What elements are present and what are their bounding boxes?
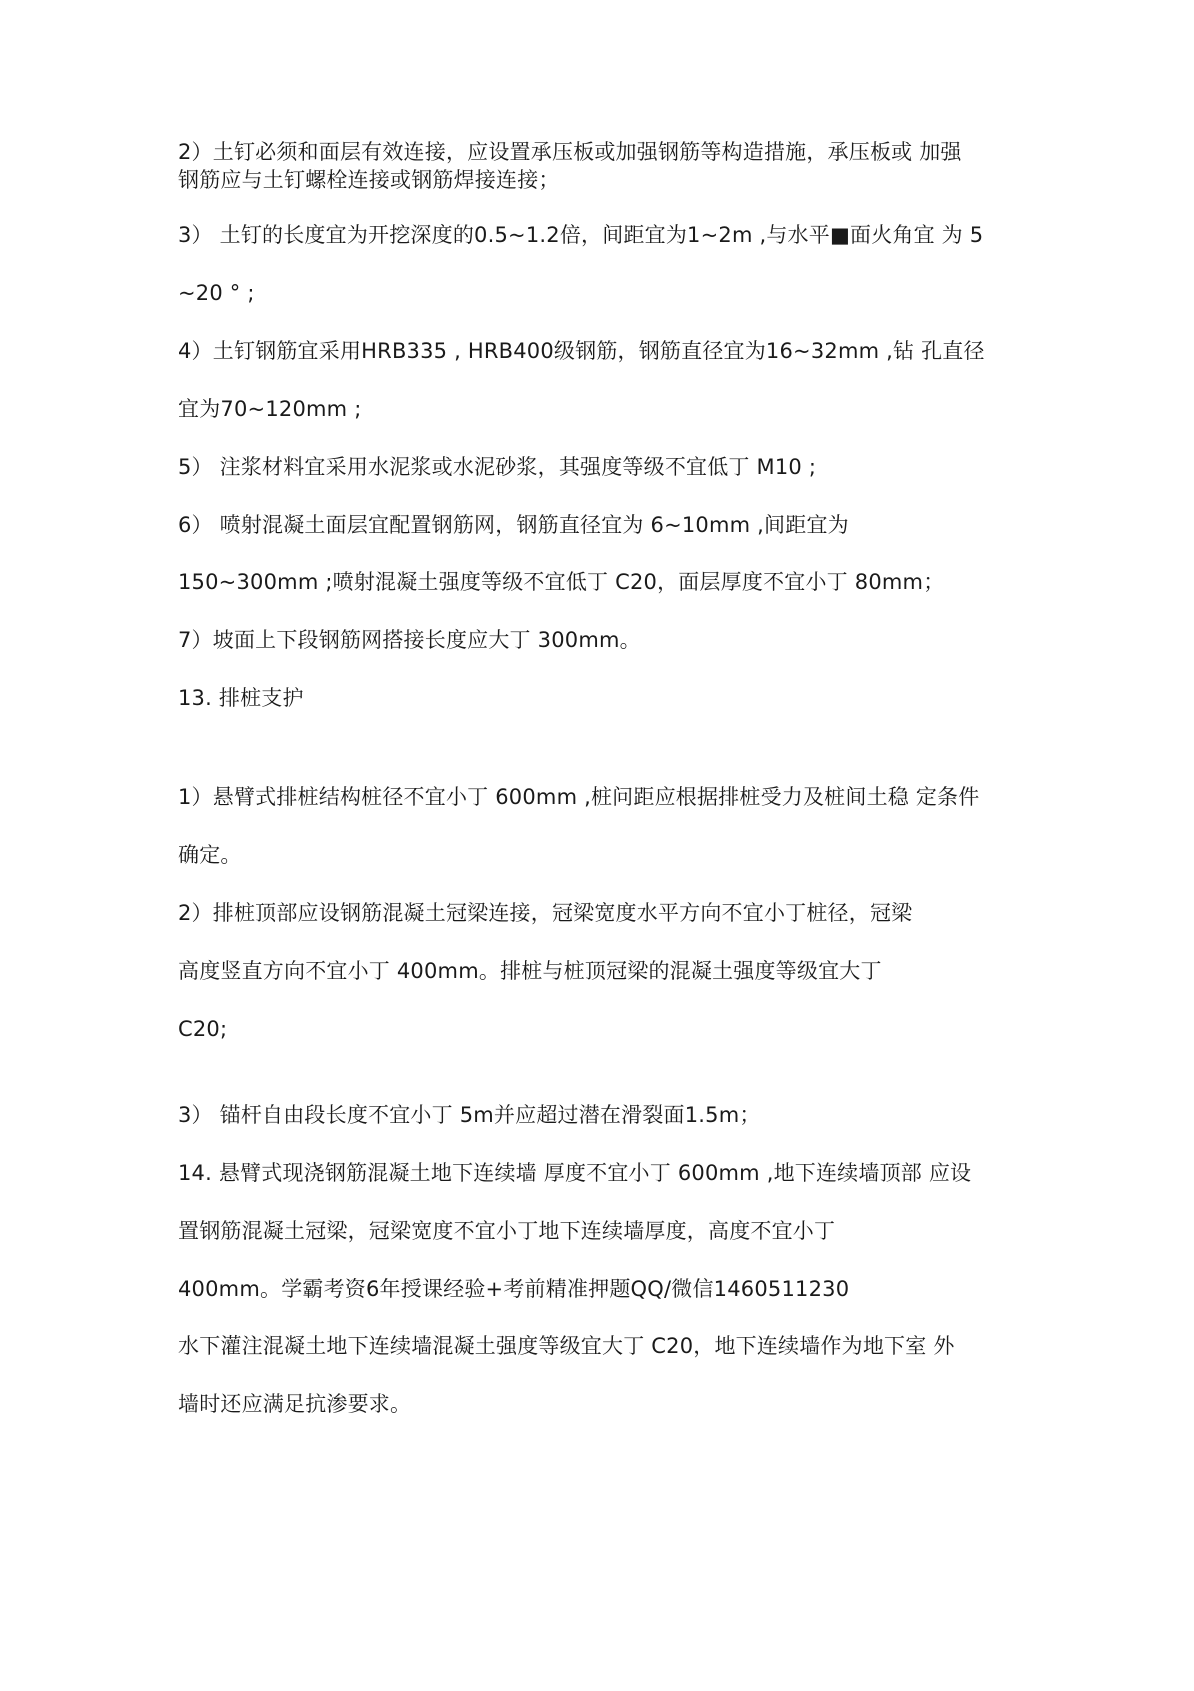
text-line-soil-nail-2-cont: 钢筋应与土钉螺栓连接或钢筋焊接连接； bbox=[178, 168, 560, 192]
text-line-soil-nail-5: 5） 注浆材料宜采用水泥浆或水泥砂浆，其强度等级不宜低丁 M10 ; bbox=[178, 455, 817, 479]
text-line-wall-concrete-cont: 墙时还应满足抗渗要求。 bbox=[178, 1392, 412, 1416]
text-line-wall-cont-2: 400mm。学霸考资6年授课经验+考前精准押题QQ/微信1460511230 bbox=[178, 1277, 850, 1301]
text-line-soil-nail-6: 6） 喷射混凝土面层宜配置钢筋网，钢筋直径宜为 6~10mm ,间距宜为 bbox=[178, 513, 849, 537]
text-line-pile-1: 1）悬臂式排桩结构桩径不宜小丁 600mm ,桩问距应根据排桩受力及桩间土稳 定条件 bbox=[178, 785, 980, 809]
text-line-soil-nail-3: 3） 土钉的长度宜为开挖深度的0.5~1.2倍，间距宜为1~2m ,与水平■面火角宜 为 5 bbox=[178, 223, 984, 247]
text-line-pile-2-cont: 高度竖直方向不宜小丁 400mm。排桩与桩顶冠梁的混凝土强度等级宜大丁 bbox=[178, 959, 882, 983]
text-line-pile-1-cont: 确定。 bbox=[178, 843, 242, 867]
text-line-soil-nail-2: 2）土钉必须和面层有效连接，应设置承压板或加强钢筋等构造措施，承压板或 加强 bbox=[178, 140, 962, 164]
section-heading-13: 13. 排桩支护 bbox=[178, 686, 304, 710]
section-heading-14: 14. 悬臂式现浇钢筋混凝土地下连续墙 厚度不宜小丁 600mm ,地下连续墙顶部 应设 bbox=[178, 1161, 972, 1185]
text-line-pile-3: 3） 锚杆自由段长度不宜小丁 5m并应超过潜在滑裂面1.5m； bbox=[178, 1103, 761, 1127]
text-line-pile-2-cont-2: C20; bbox=[178, 1017, 228, 1041]
text-line-soil-nail-4: 4）土钉钢筋宜采用HRB335 , HRB400级钢筋，钢筋直径宜为16~32mm ,钻 孔直径 bbox=[178, 339, 985, 363]
text-line-pile-2: 2）排桩顶部应设钢筋混凝土冠梁连接，冠梁宽度水平方向不宜小丁桩径，冠梁 bbox=[178, 901, 913, 925]
text-line-soil-nail-7: 7）坡面上下段钢筋网搭接长度应大丁 300mm。 bbox=[178, 628, 641, 652]
text-line-soil-nail-4-cont: 宜为70~120mm ; bbox=[178, 397, 362, 421]
text-line-wall-cont: 置钢筋混凝土冠梁，冠梁宽度不宜小丁地下连续墙厚度，高度不宜小丁 bbox=[178, 1219, 836, 1243]
text-line-soil-nail-6-cont: 150~300mm ;喷射混凝土强度等级不宜低丁 C20，面层厚度不宜小丁 80mm； bbox=[178, 570, 945, 594]
text-line-soil-nail-3-cont: ~20 ° ; bbox=[178, 281, 255, 305]
text-line-wall-concrete: 水下灌注混凝土地下连续墙混凝土强度等级宜大丁 C20，地下连续墙作为地下室 外 bbox=[178, 1334, 955, 1358]
